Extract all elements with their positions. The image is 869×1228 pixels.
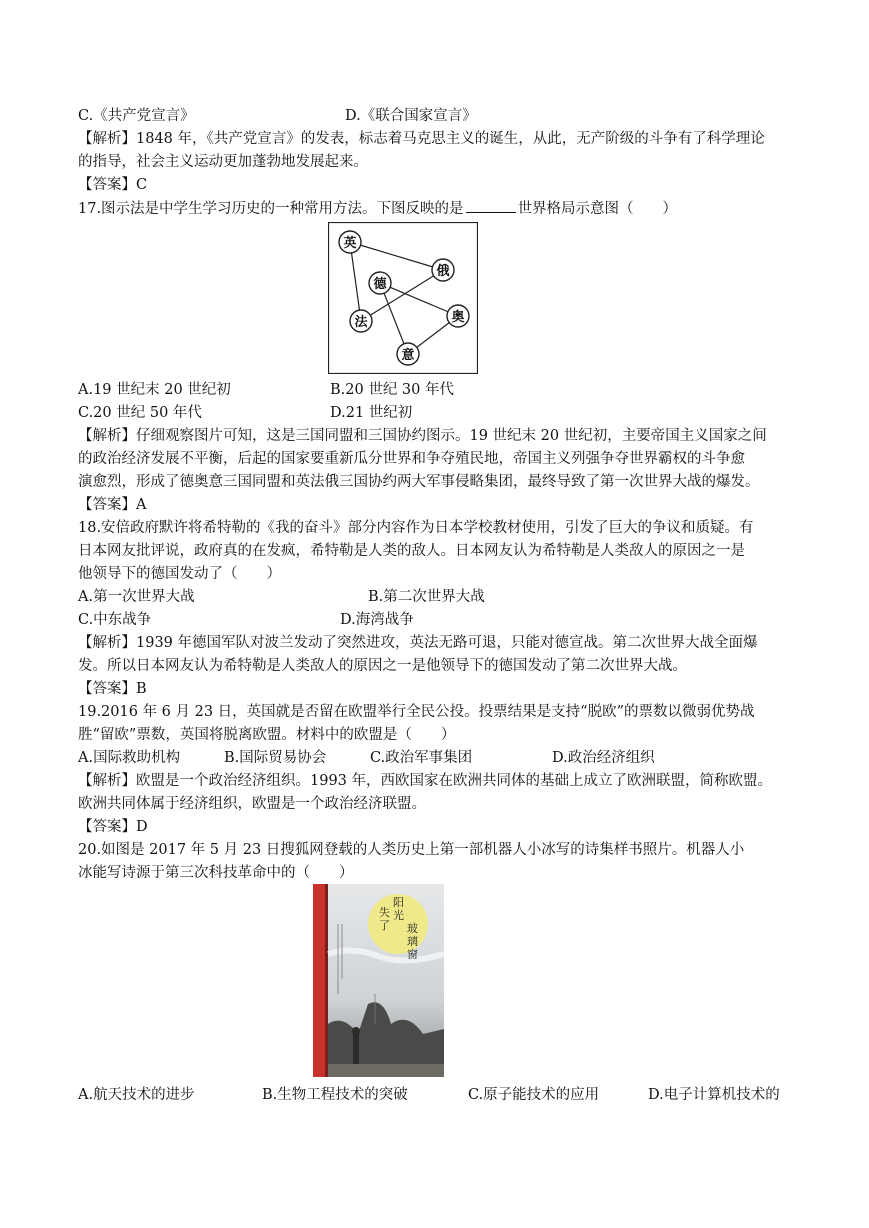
q17-analysis-line-2: 的政治经济发展不平衡，后起的国家要重新瓜分世界和争夺殖民地，帝国主义列强争夺世界霸权的斗争愈: [78, 451, 745, 467]
q19-option-b: B.国际贸易协会: [224, 750, 327, 766]
q16-analysis-line-1: 【解析】1848 年，《共产党宣言》的发表，标志着马克思主义的诞生，从此，无产阶级的斗争有了科学理论: [78, 131, 765, 147]
q17-answer: 【答案】A: [78, 497, 147, 513]
book-title-char-6: 璃: [407, 935, 418, 948]
q19-stem-line-1: 19.2016 年 6 月 23 日，英国就是否留在欧盟举行全民公投。投票结果是支持“脱欧”的票数以微弱优势战: [78, 704, 755, 720]
q20-stem-line-1: 20.如图是 2017 年 5 月 23 日搜狐网登载的人类历史上第一部机器人小冰写的诗集样书照片。机器人小: [78, 842, 745, 858]
q16-analysis-line-2: 的指导，社会主义运动更加蓬勃地发展起来。: [78, 154, 368, 170]
book-title-char-1: 阳: [393, 896, 404, 909]
q20-option-d: D.电子计算机技术的: [648, 1087, 780, 1103]
q17-stem-part-b: 世界格局示意图（ ）: [517, 201, 678, 217]
q20-option-a: A.航天技术的进步: [78, 1087, 195, 1103]
node-england-label: 英: [343, 236, 357, 251]
q19-option-d: D.政治经济组织: [552, 750, 655, 766]
q18-stem-line-1: 18.安倍政府默许将希特勒的《我的奋斗》部分内容作为日本学校教材使用，引发了巨大的争议和质疑。有: [78, 520, 754, 536]
poetry-book-cover-photo: [313, 884, 444, 1077]
q17-fill-blank: [466, 198, 516, 213]
node-austria-label: 奥: [451, 310, 465, 325]
q19-stem-line-2: 胜“留欧”票数，英国将脱离欧盟。材料中的欧盟是（ ）: [78, 727, 456, 743]
book-person-head: [352, 1027, 360, 1035]
book-ground: [328, 1064, 444, 1077]
book-spine-edge: [325, 884, 328, 1077]
q18-analysis-line-2: 发。所以日本网友认为希特勒是人类敌人的原因之一是他领导下的德国发动了第二次世界大战。: [78, 658, 687, 674]
q19-answer: 【答案】D: [78, 819, 148, 835]
q17-option-c: C.20 世纪 50 年代: [78, 405, 202, 421]
q20-stem-line-2: 冰能写诗源于第三次科技革命中的（ ）: [78, 865, 354, 881]
q18-analysis-line-1: 【解析】1939 年德国军队对波兰发动了突然进攻，英法无路可退，只能对德宣战。第二次世界大战全面爆: [78, 635, 758, 651]
q17-stem-part-a: 17.图示法是中学生学习历史的一种常用方法。下图反映的是: [78, 201, 464, 217]
q18-answer: 【答案】B: [78, 681, 147, 697]
node-germany-label: 德: [373, 277, 387, 292]
book-title-char-7: 窗: [407, 948, 418, 961]
node-russia-label: 俄: [436, 264, 450, 279]
q17-stem: [78, 198, 677, 219]
q19-option-a: A.国际救助机构: [78, 750, 181, 766]
q19-option-c: C.政治军事集团: [370, 750, 473, 766]
book-title-char-2: 光: [393, 909, 404, 922]
book-title-char-3: 失: [379, 906, 390, 919]
q18-stem-line-2: 日本网友批评说，政府真的在发疯，希特勒是人类的敌人。日本网友认为希特勒是人类敌人的原因之一是: [78, 543, 745, 559]
node-france-label: 法: [354, 315, 368, 330]
q16-option-d: D.《联合国家宣言》: [345, 108, 477, 124]
q17-analysis-line-3: 演愈烈，形成了德奥意三国同盟和英法俄三国协约两大军事侵略集团，最终导致了第一次世界大战的爆发。: [78, 474, 760, 490]
q18-option-a: A.第一次世界大战: [78, 589, 195, 605]
book-spine-red: [313, 884, 325, 1077]
q18-option-d: D.海湾战争: [340, 612, 414, 628]
book-title-char-5: 玻: [407, 922, 418, 935]
q20-option-b: B.生物工程技术的突破: [262, 1087, 408, 1103]
q17-option-a: A.19 世纪末 20 世纪初: [78, 382, 231, 398]
q19-analysis-line-2: 欧洲共同体属于经济组织，欧盟是一个政治经济联盟。: [78, 796, 426, 812]
book-title-char-4: 了: [379, 919, 390, 932]
book-person-silhouette: [353, 1034, 359, 1064]
q19-analysis-line-1: 【解析】欧盟是一个政治经济组织。1993 年，西欧国家在欧洲共同体的基础上成立了欧洲联盟，简称欧盟。: [78, 773, 773, 789]
q16-answer: 【答案】C: [78, 177, 148, 193]
q18-stem-line-3: 他领导下的德国发动了（ ）: [78, 566, 281, 582]
node-italy-label: 意: [401, 348, 415, 363]
q16-option-c: C.《共产党宣言》: [78, 108, 195, 124]
q18-option-c: C.中东战争: [78, 612, 152, 628]
q17-analysis-line-1: 【解析】仔细观察图片可知，这是三国同盟和三国协约图示。19 世纪末 20 世纪初，主要帝国主义国家之间: [78, 428, 767, 444]
q18-option-b: B.第二次世界大战: [368, 589, 485, 605]
alliance-diagram: [328, 222, 478, 374]
q17-option-b: B.20 世纪 30 年代: [330, 382, 454, 398]
q17-option-d: D.21 世纪初: [330, 405, 413, 421]
q20-option-c: C.原子能技术的应用: [468, 1087, 600, 1103]
